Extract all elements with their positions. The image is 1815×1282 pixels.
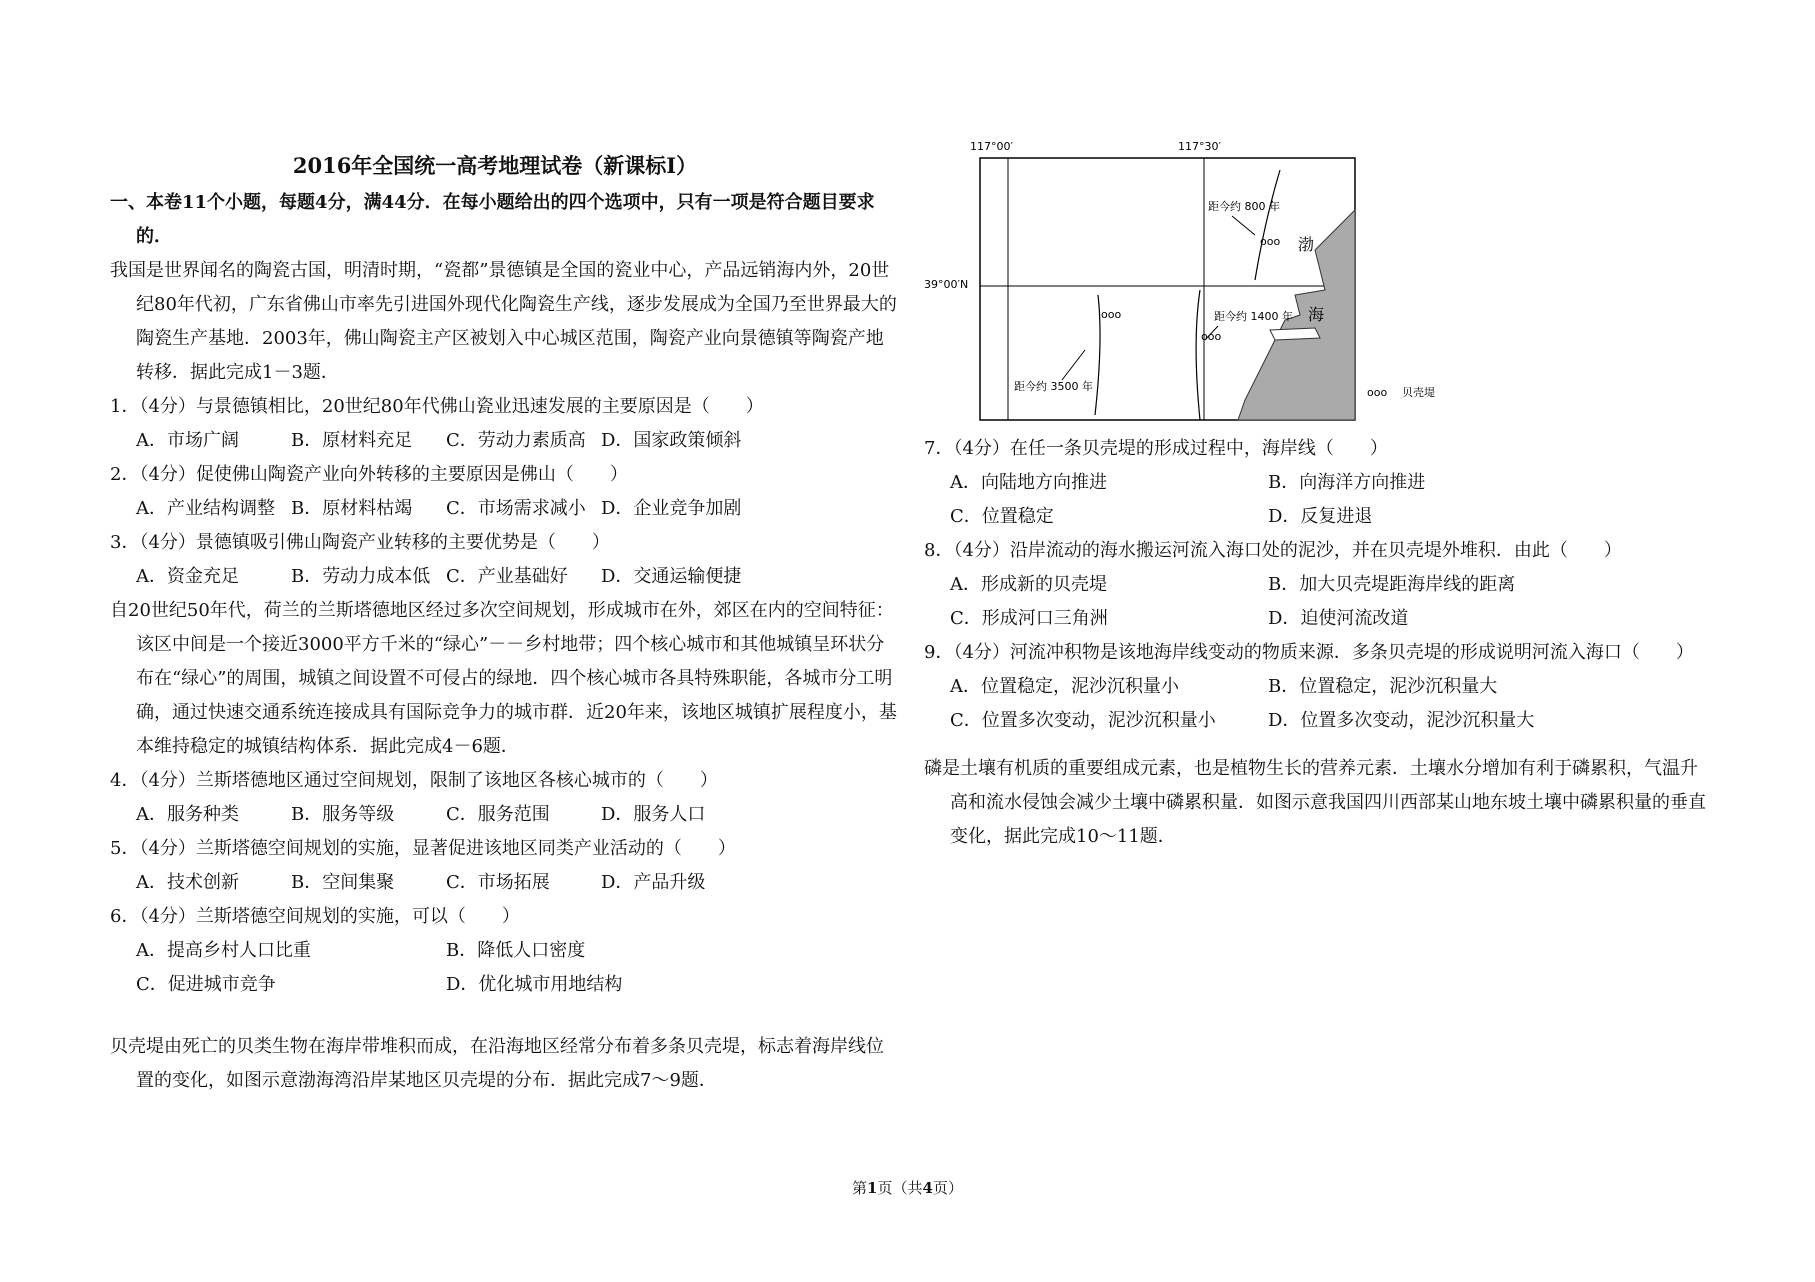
q9-option-c[interactable]: C．位置多次变动，泥沙沉积量小 <box>950 710 1216 731</box>
q8-option-b[interactable]: B．加大贝壳堤距海岸线的距离 <box>1268 574 1516 595</box>
q3-option-d[interactable]: D．交通运输便捷 <box>601 566 742 587</box>
question-8-stem: 8．（4分）沿岸流动的海水搬运河流入海口处的泥沙，并在贝壳堤外堆积．由此（ ） <box>924 540 1622 561</box>
right-column <box>924 432 1714 854</box>
q6-option-d[interactable]: D．优化城市用地结构 <box>446 974 623 995</box>
arrow-3500 <box>1062 350 1085 380</box>
longitude-label-117-00: 117°00′ <box>970 140 1013 153</box>
passage-ceramics: 我国是世界闻名的陶瓷古国，明清时期，“瓷都”景德镇是全国的瓷业中心，产品远销海内外，20世纪80年代初，广东省佛山市率先引进国外现代化陶瓷生产线，逐步发展成为全国乃至世界最大的陶瓷生产基地．2003年，佛山陶瓷主产区被划入中心城区范围，陶瓷产业向景德镇等陶瓷产地转移．据此完成1－3题． <box>110 260 897 383</box>
q7-option-b[interactable]: B．向海洋方向推进 <box>1268 472 1426 493</box>
question-3-options <box>110 560 900 594</box>
q3-option-c[interactable]: C．产业基础好 <box>446 566 568 587</box>
longitude-label-117-30: 117°30′ <box>1178 140 1221 153</box>
q1-option-c[interactable]: C．劳动力素质高 <box>446 430 586 451</box>
question-6-stem: 6．（4分）兰斯塔德空间规划的实施，可以（ ） <box>110 906 520 927</box>
q9-option-d[interactable]: D．位置多次变动，泥沙沉积量大 <box>1268 710 1535 731</box>
question-4-stem: 4．（4分）兰斯塔德地区通过空间规划，限制了该地区各核心城市的（ ） <box>110 770 718 791</box>
footer-prefix: 第 <box>852 1179 868 1197</box>
q7-option-a[interactable]: A．向陆地方向推进 <box>950 472 1107 493</box>
q4-option-d[interactable]: D．服务人口 <box>601 804 706 825</box>
left-column <box>110 146 900 1098</box>
q8-option-d[interactable]: D．迫使河流改道 <box>1268 608 1409 629</box>
question-9-options <box>924 670 1714 738</box>
q6-option-c[interactable]: C．促进城市竞争 <box>136 974 276 995</box>
footer-suffix: 页） <box>932 1179 963 1197</box>
shell-ridge-800 <box>1255 170 1280 280</box>
footer-mid: 页（共 <box>877 1179 923 1197</box>
q5-option-c[interactable]: C．市场拓展 <box>446 872 550 893</box>
shell-ridge-800-marks: ooo <box>1260 235 1281 248</box>
q3-option-b[interactable]: B．劳动力成本低 <box>291 566 431 587</box>
q6-option-b[interactable]: B．降低人口密度 <box>446 940 586 961</box>
section-heading <box>110 186 900 254</box>
q2-option-a[interactable]: A．产业结构调整 <box>136 498 275 519</box>
q1-option-d[interactable]: D．国家政策倾斜 <box>601 430 742 451</box>
question-8-options <box>924 568 1714 636</box>
page-title: 2016年全国统一高考地理试卷（新课标Ⅰ） <box>292 153 698 178</box>
question-5-stem: 5．（4分）兰斯塔德空间规划的实施，显著促进该地区同类产业活动的（ ） <box>110 838 736 859</box>
legend-label: 贝壳堤 <box>1402 386 1435 399</box>
passage-phosphorus: 磷是土壤有机质的重要组成元素，也是植物生长的营养元素．土壤水分增加有利于磷累积，气温升高和流水侵蚀会减少土壤中磷累积量．如图示意我国四川西部某山地东坡土壤中磷累积量的垂直变化，据此完成10～11题． <box>924 758 1706 847</box>
shell-ridge-1400-marks: ooo <box>1201 330 1222 343</box>
shell-ridge-1400 <box>1196 290 1200 420</box>
q6-option-a[interactable]: A．提高乡村人口比重 <box>136 940 311 961</box>
legend-shell-symbol: ooo <box>1367 386 1388 399</box>
page-footer <box>0 1177 1815 1198</box>
latitude-label-39-00: 39°00′N <box>924 278 969 291</box>
question-2-options <box>110 492 900 526</box>
shell-ridge-3500 <box>1095 295 1100 415</box>
question-1-options <box>110 424 900 458</box>
q7-option-d[interactable]: D．反复进退 <box>1268 506 1373 527</box>
q9-option-a[interactable]: A．位置稳定，泥沙沉积量小 <box>950 676 1179 697</box>
section-heading-line1: 一、本卷11个小题，每题4分，满44分．在每小题给出的四个选项中，只有一项是符合题目要求 <box>110 192 875 213</box>
passage-shell-ridge: 贝壳堤由死亡的贝类生物在海岸带堆积而成，在沿海地区经常分布着多条贝壳堤，标志着海岸线位置的变化，如图示意渤海湾沿岸某地区贝壳堤的分布．据此完成7～9题． <box>110 1036 884 1091</box>
label-1400-years: 距今约 1400 年 <box>1214 310 1293 323</box>
sea-label-bo: 渤 <box>1298 235 1315 254</box>
q5-option-d[interactable]: D．产品升级 <box>601 872 706 893</box>
question-7-options <box>924 466 1714 534</box>
question-4-options <box>110 798 900 832</box>
shell-ridge-3500-marks: ooo <box>1101 308 1122 321</box>
question-2-stem: 2．（4分）促使佛山陶瓷产业向外转移的主要原因是佛山（ ） <box>110 464 628 485</box>
q2-option-d[interactable]: D．企业竞争加剧 <box>601 498 742 519</box>
q5-option-b[interactable]: B．空间集聚 <box>291 872 395 893</box>
question-6-options <box>110 934 900 1002</box>
q3-option-a[interactable]: A．资金充足 <box>136 566 239 587</box>
question-9-stem: 9．（4分）河流冲积物是该地海岸线变动的物质来源．多条贝壳堤的形成说明河流入海口（ ） <box>924 642 1694 663</box>
question-3-stem: 3．（4分）景德镇吸引佛山陶瓷产业转移的主要优势是（ ） <box>110 532 610 553</box>
q5-option-a[interactable]: A．技术创新 <box>136 872 239 893</box>
question-7-stem: 7．（4分）在任一条贝壳堤的形成过程中，海岸线（ ） <box>924 438 1388 459</box>
q8-option-c[interactable]: C．形成河口三角洲 <box>950 608 1108 629</box>
question-1-stem: 1．（4分）与景德镇相比，20世纪80年代佛山瓷业迅速发展的主要原因是（ ） <box>110 396 764 417</box>
footer-page-number: 1 <box>867 1179 878 1197</box>
passage-randstad: 自20世纪50年代，荷兰的兰斯塔德地区经过多次空间规划，形成城市在外，郊区在内的空间特征：该区中间是一个接近3000平方千米的“绿心”－－乡村地带；四个核心城市和其他城镇呈环状分布在“绿心”的周围，城镇之间设置不可侵占的绿地．四个核心城市各具特殊职能，各城市分工明确，通过快速交通系统连接成具有国际竞争力的城市群．近20年来，该地区城镇扩展程度小，基本维持稳定的城镇结构体系．据此完成4－6题． <box>110 600 897 757</box>
q7-option-c[interactable]: C．位置稳定 <box>950 506 1054 527</box>
q8-option-a[interactable]: A．形成新的贝壳堤 <box>950 574 1107 595</box>
question-5-options <box>110 866 900 900</box>
arrow-800 <box>1232 216 1255 235</box>
sea-label-hai: 海 <box>1308 305 1325 324</box>
q2-option-b[interactable]: B．原材料枯竭 <box>291 498 413 519</box>
label-800-years: 距今约 800 年 <box>1208 200 1280 213</box>
q9-option-b[interactable]: B．位置稳定，泥沙沉积量大 <box>1268 676 1498 697</box>
label-3500-years: 距今约 3500 年 <box>1014 380 1093 393</box>
q2-option-c[interactable]: C．市场需求减小 <box>446 498 586 519</box>
river-mouth <box>1270 328 1320 340</box>
shell-ridge-map <box>924 140 1470 430</box>
q4-option-a[interactable]: A．服务种类 <box>136 804 239 825</box>
q4-option-b[interactable]: B．服务等级 <box>291 804 395 825</box>
footer-total-pages: 4 <box>922 1179 933 1197</box>
q4-option-c[interactable]: C．服务范围 <box>446 804 550 825</box>
q1-option-b[interactable]: B．原材料充足 <box>291 430 413 451</box>
q1-option-a[interactable]: A．市场广阔 <box>136 430 239 451</box>
section-heading-line2: 的． <box>136 226 172 247</box>
